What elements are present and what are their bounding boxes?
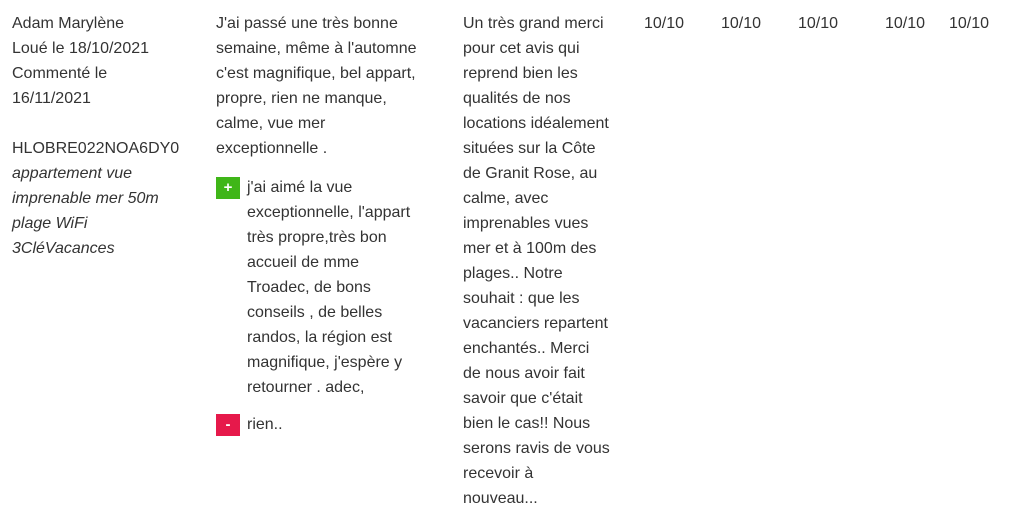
positive-line: exceptionnelle, l'appart <box>247 204 411 221</box>
score-value: 10/10 <box>949 15 990 32</box>
comment-line: propre, rien ne manque, <box>216 90 387 107</box>
score-value: 10/10 <box>721 15 762 32</box>
positive-line: accueil de mme <box>247 254 360 271</box>
guest-name: Adam Marylène <box>12 15 125 32</box>
positive-line: conseils , de belles <box>247 304 383 321</box>
positive-line: très propre,très bon <box>247 229 387 246</box>
reply-line: locations idéalement <box>463 115 609 132</box>
comment-date-label: Commenté le <box>12 65 108 82</box>
reply-line: reprend bien les <box>463 65 578 82</box>
positive-line: magnifique, j'espère y <box>247 354 403 371</box>
rental-date: Loué le 18/10/2021 <box>12 40 150 57</box>
comment-line: exceptionnelle . <box>216 140 328 157</box>
reply-line: Un très grand merci <box>463 15 604 32</box>
comment-line: calme, vue mer <box>216 115 326 132</box>
review-comment <box>216 11 448 437</box>
reply-line: plages.. Notre <box>463 265 563 282</box>
comment-date: 16/11/2021 <box>12 90 91 107</box>
score-value: 10/10 <box>798 15 839 32</box>
reply-line: vacanciers repartent <box>463 315 608 332</box>
positive-line: randos, la région est <box>247 329 392 346</box>
reply-line: pour cet avis qui <box>463 40 580 57</box>
reply-line: enchantés.. Merci <box>463 340 590 357</box>
positive-line: Troadec, de bons <box>247 279 371 296</box>
positive-points <box>216 175 448 400</box>
listing-title-line: 3CléVacances <box>12 240 115 257</box>
listing-title-line: appartement vue <box>12 165 133 182</box>
listing-title-line: imprenable mer 50m <box>12 190 159 207</box>
owner-reply <box>463 11 633 511</box>
reply-line: situées sur la Côte <box>463 140 596 157</box>
comment-line: semaine, même à l'automne <box>216 40 417 57</box>
reply-line: bien le cas!! Nous <box>463 415 591 432</box>
listing-reference: HLOBRE022NOA6DY0 <box>12 140 180 157</box>
negative-points <box>216 412 448 437</box>
reply-line: recevoir à <box>463 465 534 482</box>
reply-line: qualités de nos <box>463 90 571 107</box>
listing-title-line: plage WiFi <box>12 215 88 232</box>
reply-line: mer et à 100m des <box>463 240 597 257</box>
reply-line: savoir que c'était <box>463 390 583 407</box>
reply-line: souhait : que les <box>463 290 580 307</box>
reply-line: calme, avec <box>463 190 549 207</box>
comment-line: J'ai passé une très bonne <box>216 15 398 32</box>
negative-line: rien.. <box>247 416 283 433</box>
score-value: 10/10 <box>885 15 926 32</box>
score-value: 10/10 <box>644 15 685 32</box>
spacer <box>12 111 207 136</box>
minus-icon: - <box>216 414 240 436</box>
reply-line: de Granit Rose, au <box>463 165 598 182</box>
reply-line: imprenables vues <box>463 215 589 232</box>
reply-line: de nous avoir fait <box>463 365 585 382</box>
plus-icon: + <box>216 177 240 199</box>
comment-line: c'est magnifique, bel appart, <box>216 65 416 82</box>
positive-line: retourner . adec, <box>247 379 365 396</box>
positive-line: j'ai aimé la vue <box>247 179 353 196</box>
reply-line: nouveau... <box>463 490 538 507</box>
reply-line: serons ravis de vous <box>463 440 610 457</box>
guest-info <box>12 11 207 261</box>
